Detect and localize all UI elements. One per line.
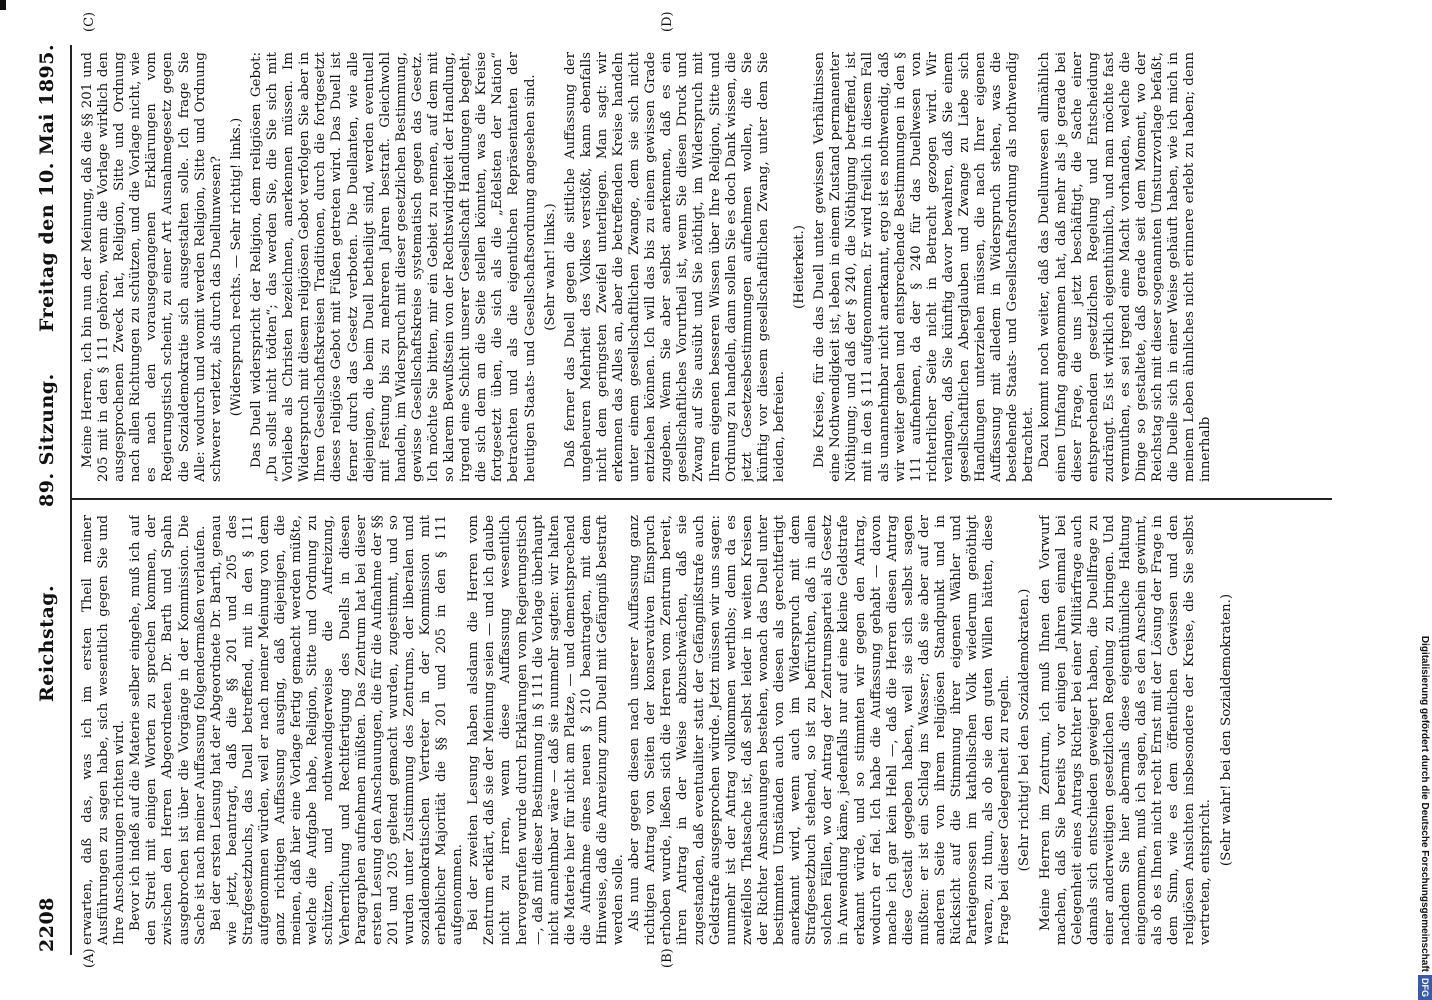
dfg-logo: DFG [1418,975,1432,1000]
session-date: Freitag den 10. Mai 1895. [36,43,58,332]
interjection: (Widerspruch rechts. — Sehr richtig! links.) [228,117,244,417]
margin-marker-d: (D) [660,11,675,32]
header-rule [70,45,72,955]
margin-marker-a: (A) [82,948,97,968]
page-number: 2208 [36,897,58,952]
scan-mark [0,0,6,10]
interjection: (Sehr wahr! bei den Sozialdemokraten.) [1218,593,1234,867]
right-column [80,52,1350,482]
margin-marker-b: (B) [660,948,675,968]
funding-text: Digitalisierung gefördert durch die Deutsche Forschungsgemeinschaft [1419,635,1430,972]
interjection: (Sehr wahr! links.) [542,203,558,331]
paragraph: Dazu kommt noch weiter, daß das Duellunwesen allmählich einen Umfang angenommen hat, daß mehr als je gerade bei dieser Frage, die uns jetzt beschäftigt, die Sache einer entsprechenden gesetzlichen Regelung und Entscheidung zudrängt. Es ist wirklich eigenthümlich, und man möchte fast vermuthen, es sei irgend eine Macht vorhanden, welche die Dinge so gestaltete, daß gerade seit dem Moment, wo der Reichstag sich mit dieser sogenannten Umsturzvorlage befaßt, die Duelle sich in einer Weise gehäuft haben, wie ich mich in meinem Leben ähnliches nicht erinnere erlebt zu haben; denn innerhalb [1037,52,1214,482]
paragraph: Meine Herren im Zentrum, ich muß Ihnen den Vorwurf machen, daß Sie bereits vor einigen Jahren einmal bei Gelegenheit eines Antrags Richter bei einer Militärfrage auch damals sich entschieden geweigert haben, die Duellfrage zu einer anderweitigen gesetzlichen Regelung zu bringen. Und nachdem Sie hier abermals diese eigenthümliche Haltung eingenommen, muß ich sagen, daß es den Anschein gewinnt, als ob es Ihnen nicht recht Ernst mit der Lösung der Frage in dem Sinn, wie es dem öffentlichen Gewissen und den religiösen Ansichten insbesondere der Kreise, die Sie selbst vertreten, entspricht. [1037,515,1214,945]
left-column [80,515,1350,945]
paragraph: Die Kreise, für die das Duell unter gewissen Verhältnissen eine Nothwendigkeit ist, leben in einem Zustand permanenter Nöthigung; und daß der § 240, die Nöthigung betreffend, ist mit in den § 111 aufgenommen. Er wird freilich in diesem Fall als unannehmbar nicht anerkannt, ergo ist es nothwendig, daß wir weiter gehen und entsprechende Bestimmungen in den § 111 aufnehmen, da der § 240 für das Duellwesen von richterlicher Seite nicht in Betracht gezogen wird. Wir verlangen, daß Sie künftig davor bewahren, daß Sie einem gesellschaftlichen Aberglauben und Zwange zu Liebe sich Handlungen unterziehen müssen, die nach Ihrer eigenen Auffassung mit alledem in Widerspruch stehen, was die bestehende Staats- und Gesellschaftsordnung als nothwendig betrachtet. [812,52,1037,482]
running-title: Reichstag. [36,584,58,702]
column-divider [72,498,1332,500]
session-label: 89. Sitzung. [36,373,58,507]
paragraph: Daß ferner das Duell gegen die sittliche Auffassung der ungeheuren Mehrheit des Volkes verstößt, kann ebenfalls nicht dem geringsten Zweifel unterliegen. Man sagt: wir erkennen das Alles an, aber die betreffenden Kreise handeln unter einem gesellschaftlichen Zwange, dem sie sich nicht entziehen können. Ich will das bis zu einem gewissen Grade zugeben. Wenn Sie aber selbst anerkennen, daß es ein gesellschaftliches Vorurtheil ist, wenn Sie diesen Druck und Zwang auf Sie ausübt und Sie nöthigt, im Widerspruch mit Ihrem eigenen besseren Wissen über Ihre Religion, Sitte und Ordnung zu handeln, dann sollen Sie es doch Dank wissen, die jetzt Gesetzesbestimmungen aufnehmen wollen, die Sie künftig vor diesem gesellschaftlichen Zwang, unter dem Sie leiden, befreien. [562,52,787,482]
paragraph: Als nun aber gegen diesen nach unserer Auffassung ganz richtigen Antrag von Seiten der konservativen Einspruch erhoben wurde, ließen sich die Herren vom Zentrum bereit, ihren Antrag in der Weise abzuschwächen, daß sie zugestanden, daß eventualiter statt der Gefängnißstrafe auch Geldstrafe ausgesprochen würde. Jetzt müssen wir uns sagen: nunmehr ist der Antrag vollkommen werthlos; denn da es zweifellos Thatsache ist, daß selbst leider in weiten Kreisen der Richter Anschauungen bestehen, wonach das Duell unter bestimmten Umständen auch von diesen als gerechtfertigt anerkannt wird, wenn auch im Widerspruch mit dem Strafgesetzbuch stehend, so ist zu befürchten, daß in allen solchen Fällen, wo der Antrag der Zentrumspartei als Gesetz in Anwendung käme, jedenfalls nur auf eine kleine Geldstrafe erkannt würde, und so stimmten wir gegen den Antrag, wodurch er fiel. Ich habe die Auffassung gehabt — davon mache ich gar kein Hehl —, daß die Herren diesen Antrag diese Gestalt gegeben haben, weil sie sich selbst sagen mußten: er ist ein Schlag ins Wasser; daß sie aber auf der anderen Seite von ihrem religiösen Standpunkt und in Rücksicht auf die Stimmung ihrer eigenen Wähler und Parteigenossen im katholischen Volk wiederum genöthigt waren, zu thun, als ob sie den guten Willen hätten, diese Frage bei dieser Gelegenheit zu regeln. [627,515,1013,945]
margin-marker-c: (C) [82,11,97,32]
paragraph: Bei der ersten Lesung hat der Abgeordnete Dr. Barth, genau wie jetzt, beantragt, daß die §§ 201 und 205 des Strafgesetzbuchs, das Duell betreffend, mit in den § 111 aufgenommen würden, weil er nach meiner Meinung von dem ganz richtigen Auffassung ausging, daß diejenigen, die meinen, daß hier eine Vorlage fertig gemacht werden müßte, welche die Aufgabe habe, Religion, Sitte und Ordnung zu schützen, und nothwendigerweise die Aufreizung, Verherrlichung und Rechtfertigung des Duells in diesen Paragraphen aufnehmen müßten. Das Zentrum hat bei dieser ersten Lesung den Anschauungen, die für die Aufnahme der §§ 201 und 205 geltend gemacht wurden, zugestimmt, und so wurden unter Zustimmung des Zentrums, der liberalen und sozialdemokratischen Vertreter in der Kommission mit erheblicher Majorität die §§ 201 und 205 in den § 111 aufgenommen. [208,515,466,945]
funding-sidebar [1418,0,1432,1000]
paragraph: Bevor ich indeß auf die Materie selber eingehe, muß ich auf den Streit mit einigen Worten zu sprechen kommen, der zwischen den Herren Abgeordneten Dr. Barth und Spahn ausgebrochen ist über die Vorgänge in der Kommission. Die Sache ist nach meiner Auffassung folgendermaßen verlaufen. [128,515,208,945]
paragraph: Meine Herren, ich bin nun der Meinung, daß die §§ 201 und 205 mit in den § 111 gehören, wenn die Vorlage wirklich den ausgesprochenen Zweck hat, Religion, Sitte und Ordnung nach allen Richtungen zu schützen, und die Vorlage nicht, wie es nach den vorausgegangenen Erklärungen vom Regierungstisch scheint, zu einer Art Ausnahmegesetz gegen die Sozialdemokratie sich ausgestalten solle. Ich frage Sie Alle: wodurch und womit werden Religion, Sitte und Ordnung schwerer verletzt, als durch das Duellunwesen? [80,52,224,482]
page-header [36,22,66,952]
interjection: (Heiterkeit.) [792,225,808,309]
paragraph: Bei der zweiten Lesung haben alsdann die Herren vom Zentrum erklärt, daß sie der Meinung seien — und ich glaube nicht zu irren, wenn diese Auffassung wesentlich hervorgerufen wurde durch Erklärungen vom Regierungstisch —, daß mit dieser Bestimmung in § 111 die Vorlage überhaupt nicht annehmbar wäre — daß sie nunmehr sagten: wir halten die Materie hier für nicht am Platze, — und dementsprechend die Aufnahme eines neuen § 210 beantragten, mit dem Hinweise, daß die Anreizung zum Duell mit Gefängniß bestraft werden solle. [466,515,627,945]
paragraph: erwarten, daß das, was ich im ersten Theil meiner Ausführungen zu sagen habe, sich wesentlich gegen Sie und Ihre Anschauungen richten wird. [80,515,128,945]
paragraph: Das Duell widerspricht der Religion, dem religiösen Gebot: „Du sollst nicht tödten“; das werden Sie, die Sie sich mit Vorliebe als Christen bezeichnen, anerkennen müssen. Im Widerspruch mit diesem religiösen Gebot verfolgen Sie aber in Ihren Gesellschaftskreisen Traditionen, durch die fortgesetzt dieses religiöse Gebot mit Füßen getreten wird. Das Duell ist ferner durch das Gesetz verboten. Die Duellanten, wie alle diejenigen, die beim Duell betheiligt sind, werden eventuell mit Festung bis zu mehreren Jahren bestraft. Gleichwohl handeln, im Widerspruch mit dieser gesetzlichen Bestimmung, gewisse Gesellschaftskreise systematisch gegen das Gesetz. Ich möchte Sie bitten, mir ein Gebiet zu nennen, auf dem mit so klarem Bewußtsein von der Rechtswidrigkeit der Handlung, irgend eine Schicht unserer Gesellschaft Handlungen begeht, die sich dem an die Seite stellen könnten, was die Kreise fortgesetzt üben, die sich als die „Edelsten der Nation“ betrachten und als die eigentlichen Repräsentanten der heutigen Staats- und Gesellschaftsordnung angesehen sind. [248,52,538,482]
funding-note [1418,0,1432,1000]
interjection: (Sehr richtig! bei den Sozialdemokraten.) [1017,588,1033,872]
